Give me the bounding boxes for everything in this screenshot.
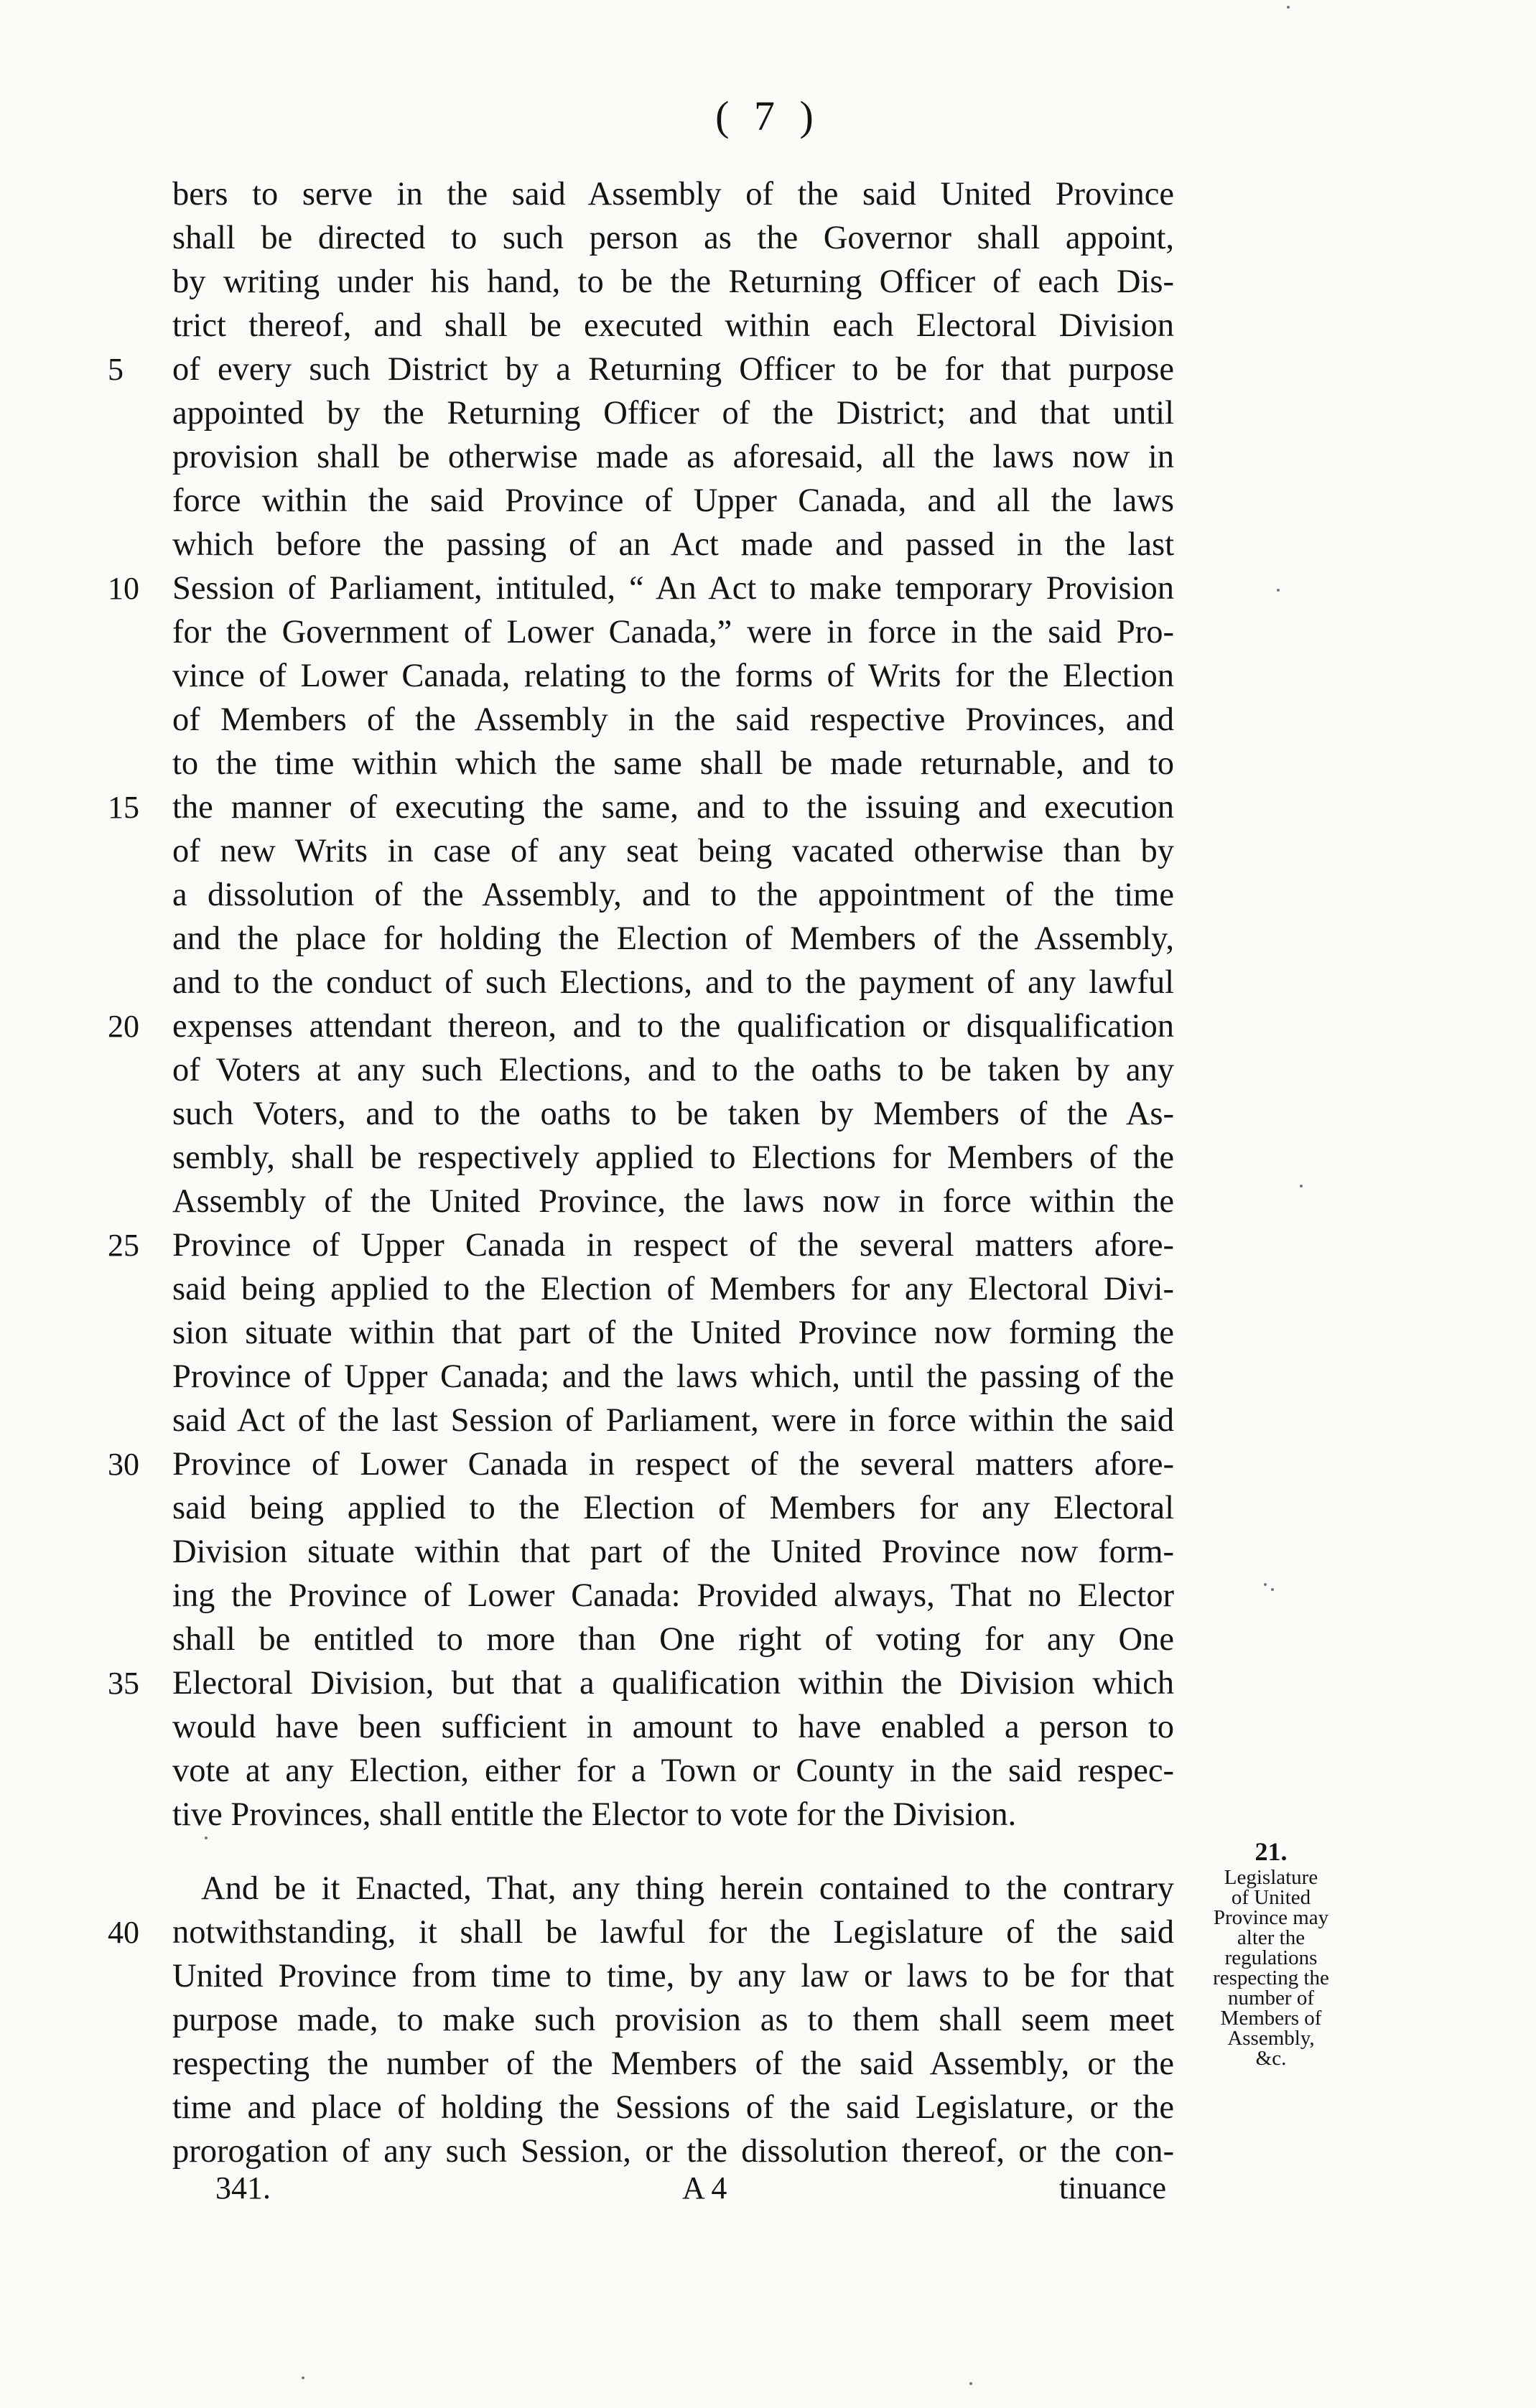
text-line: bers to serve in the said Assembly of the said United Province — [172, 176, 1174, 213]
text-line: a dissolution of the Assembly, and to the appointment of the time — [172, 877, 1174, 913]
text-line: Assembly of the United Province, the laws now in force within the — [172, 1183, 1174, 1220]
text-line: vote at any Election, either for a Town or County in the said respec- — [172, 1753, 1174, 1789]
text-line: Province of Upper Canada; and the laws which, until the passing of the — [172, 1358, 1174, 1395]
marginal-line: alter the — [1237, 1926, 1305, 1949]
text-line: time and place of holding the Sessions of the said Legislature, or the — [172, 2089, 1174, 2126]
marginal-line: Province may — [1213, 1906, 1329, 1929]
line-number: 20 — [108, 1009, 139, 1044]
text-line: by writing under his hand, to be the Returning Officer of each Dis- — [172, 263, 1174, 300]
marginal-section-number: 21. — [1255, 1837, 1288, 1866]
line-number: 10 — [108, 571, 139, 606]
text-line: prorogation of any such Session, or the dissolution thereof, or the con- — [172, 2133, 1174, 2170]
marginal-line: respecting the — [1213, 1966, 1329, 1989]
text-line: And be it Enacted, That, any thing herein contained to the contrary — [201, 1870, 1174, 1907]
text-line: the manner of executing the same, and to the issuing and execution — [172, 789, 1174, 826]
text-line: and the place for holding the Election of Members of the Assembly, — [172, 920, 1174, 957]
text-line: to the time within which the same shall be made returnable, and to — [172, 745, 1174, 782]
text-line: notwithstanding, it shall be lawful for the Legislature of the said — [172, 1914, 1174, 1951]
footer-catchword: tinuance — [1059, 2170, 1167, 2206]
text-line: and to the conduct of such Elections, and to the payment of any lawful — [172, 964, 1174, 1001]
text-line: Province of Lower Canada in respect of the several matters afore- — [172, 1446, 1174, 1483]
text-line: United Province from time to time, by any law or laws to be for that — [172, 1958, 1174, 1994]
text-line: tive Provinces, shall entitle the Elector to vote for the Division. — [172, 1796, 1017, 1833]
line-number: 5 — [108, 352, 124, 387]
text-line: would have been sufficient in amount to have enabled a person to — [172, 1709, 1174, 1745]
text-line: respecting the number of the Members of the said Assembly, or the — [172, 2045, 1174, 2082]
text-line: expenses attendant thereon, and to the qualification or disqualification — [172, 1008, 1174, 1045]
text-line: ing the Province of Lower Canada: Provided always, That no Elector — [172, 1577, 1174, 1614]
text-line: sembly, shall be respectively applied to Elections for Members of the — [172, 1139, 1174, 1176]
text-line: Division situate within that part of the United Province now form- — [172, 1534, 1174, 1570]
text-line: said being applied to the Election of Members for any Electoral — [172, 1490, 1174, 1526]
footer-signature: A 4 — [682, 2170, 727, 2206]
text-line: trict thereof, and shall be executed within each Electoral Division — [172, 307, 1174, 344]
text-line: Electoral Division, but that a qualification within the Division which — [172, 1665, 1174, 1702]
text-line: of new Writs in case of any seat being vacated otherwise than by — [172, 833, 1174, 869]
text-line: which before the passing of an Act made and passed in the last — [172, 526, 1174, 563]
text-line: such Voters, and to the oaths to be taken by Members of the As- — [172, 1096, 1174, 1132]
text-line: provision shall be otherwise made as aforesaid, all the laws now in — [172, 439, 1174, 475]
text-line: shall be entitled to more than One right of voting for any One — [172, 1621, 1174, 1658]
text-line: purpose made, to make such provision as to them shall seem meet — [172, 2002, 1174, 2038]
text-line: said Act of the last Session of Parliament, were in force within the said — [172, 1402, 1174, 1439]
line-number: 25 — [108, 1228, 139, 1263]
text-line: Province of Upper Canada in respect of the several matters afore- — [172, 1227, 1174, 1264]
text-line: shall be directed to such person as the Governor shall appoint, — [172, 220, 1174, 256]
marginal-line: Legislature — [1224, 1866, 1318, 1889]
text-line: vince of Lower Canada, relating to the forms of Writs for the Election — [172, 658, 1174, 694]
page-number: ( 7 ) — [715, 93, 821, 139]
text-line: of every such District by a Returning Officer to be for that purpose — [172, 351, 1174, 388]
marginal-line: &c. — [1255, 2047, 1287, 2070]
line-number: 30 — [108, 1447, 139, 1482]
text-line: said being applied to the Election of Members for any Electoral Divi- — [172, 1271, 1174, 1307]
text-line: sion situate within that part of the United Province now forming the — [172, 1315, 1174, 1351]
marginal-note — [1188, 1837, 1354, 2070]
text-line: force within the said Province of Upper Canada, and all the laws — [172, 482, 1174, 519]
line-number: 40 — [108, 1915, 139, 1950]
text-line: of Members of the Assembly in the said respective Provinces, and — [172, 701, 1174, 738]
footer-page-ref: 341. — [215, 2170, 271, 2206]
marginal-line: of United — [1231, 1886, 1311, 1909]
text-line: appointed by the Returning Officer of the District; and that until — [172, 395, 1174, 431]
marginal-line: Members of — [1220, 2007, 1322, 2030]
text-line: of Voters at any such Elections, and to the oaths to be taken by any — [172, 1052, 1174, 1088]
marginal-line: number of — [1228, 1987, 1314, 2010]
marginal-line: regulations — [1224, 1946, 1318, 1969]
line-number: 35 — [108, 1666, 139, 1701]
text-line: Session of Parliament, intituled, “ An Act to make temporary Provision — [172, 570, 1174, 607]
text-line: for the Government of Lower Canada,” were in force in the said Pro- — [172, 614, 1174, 650]
marginal-line: Assembly, — [1227, 2027, 1315, 2050]
line-number: 15 — [108, 790, 139, 825]
